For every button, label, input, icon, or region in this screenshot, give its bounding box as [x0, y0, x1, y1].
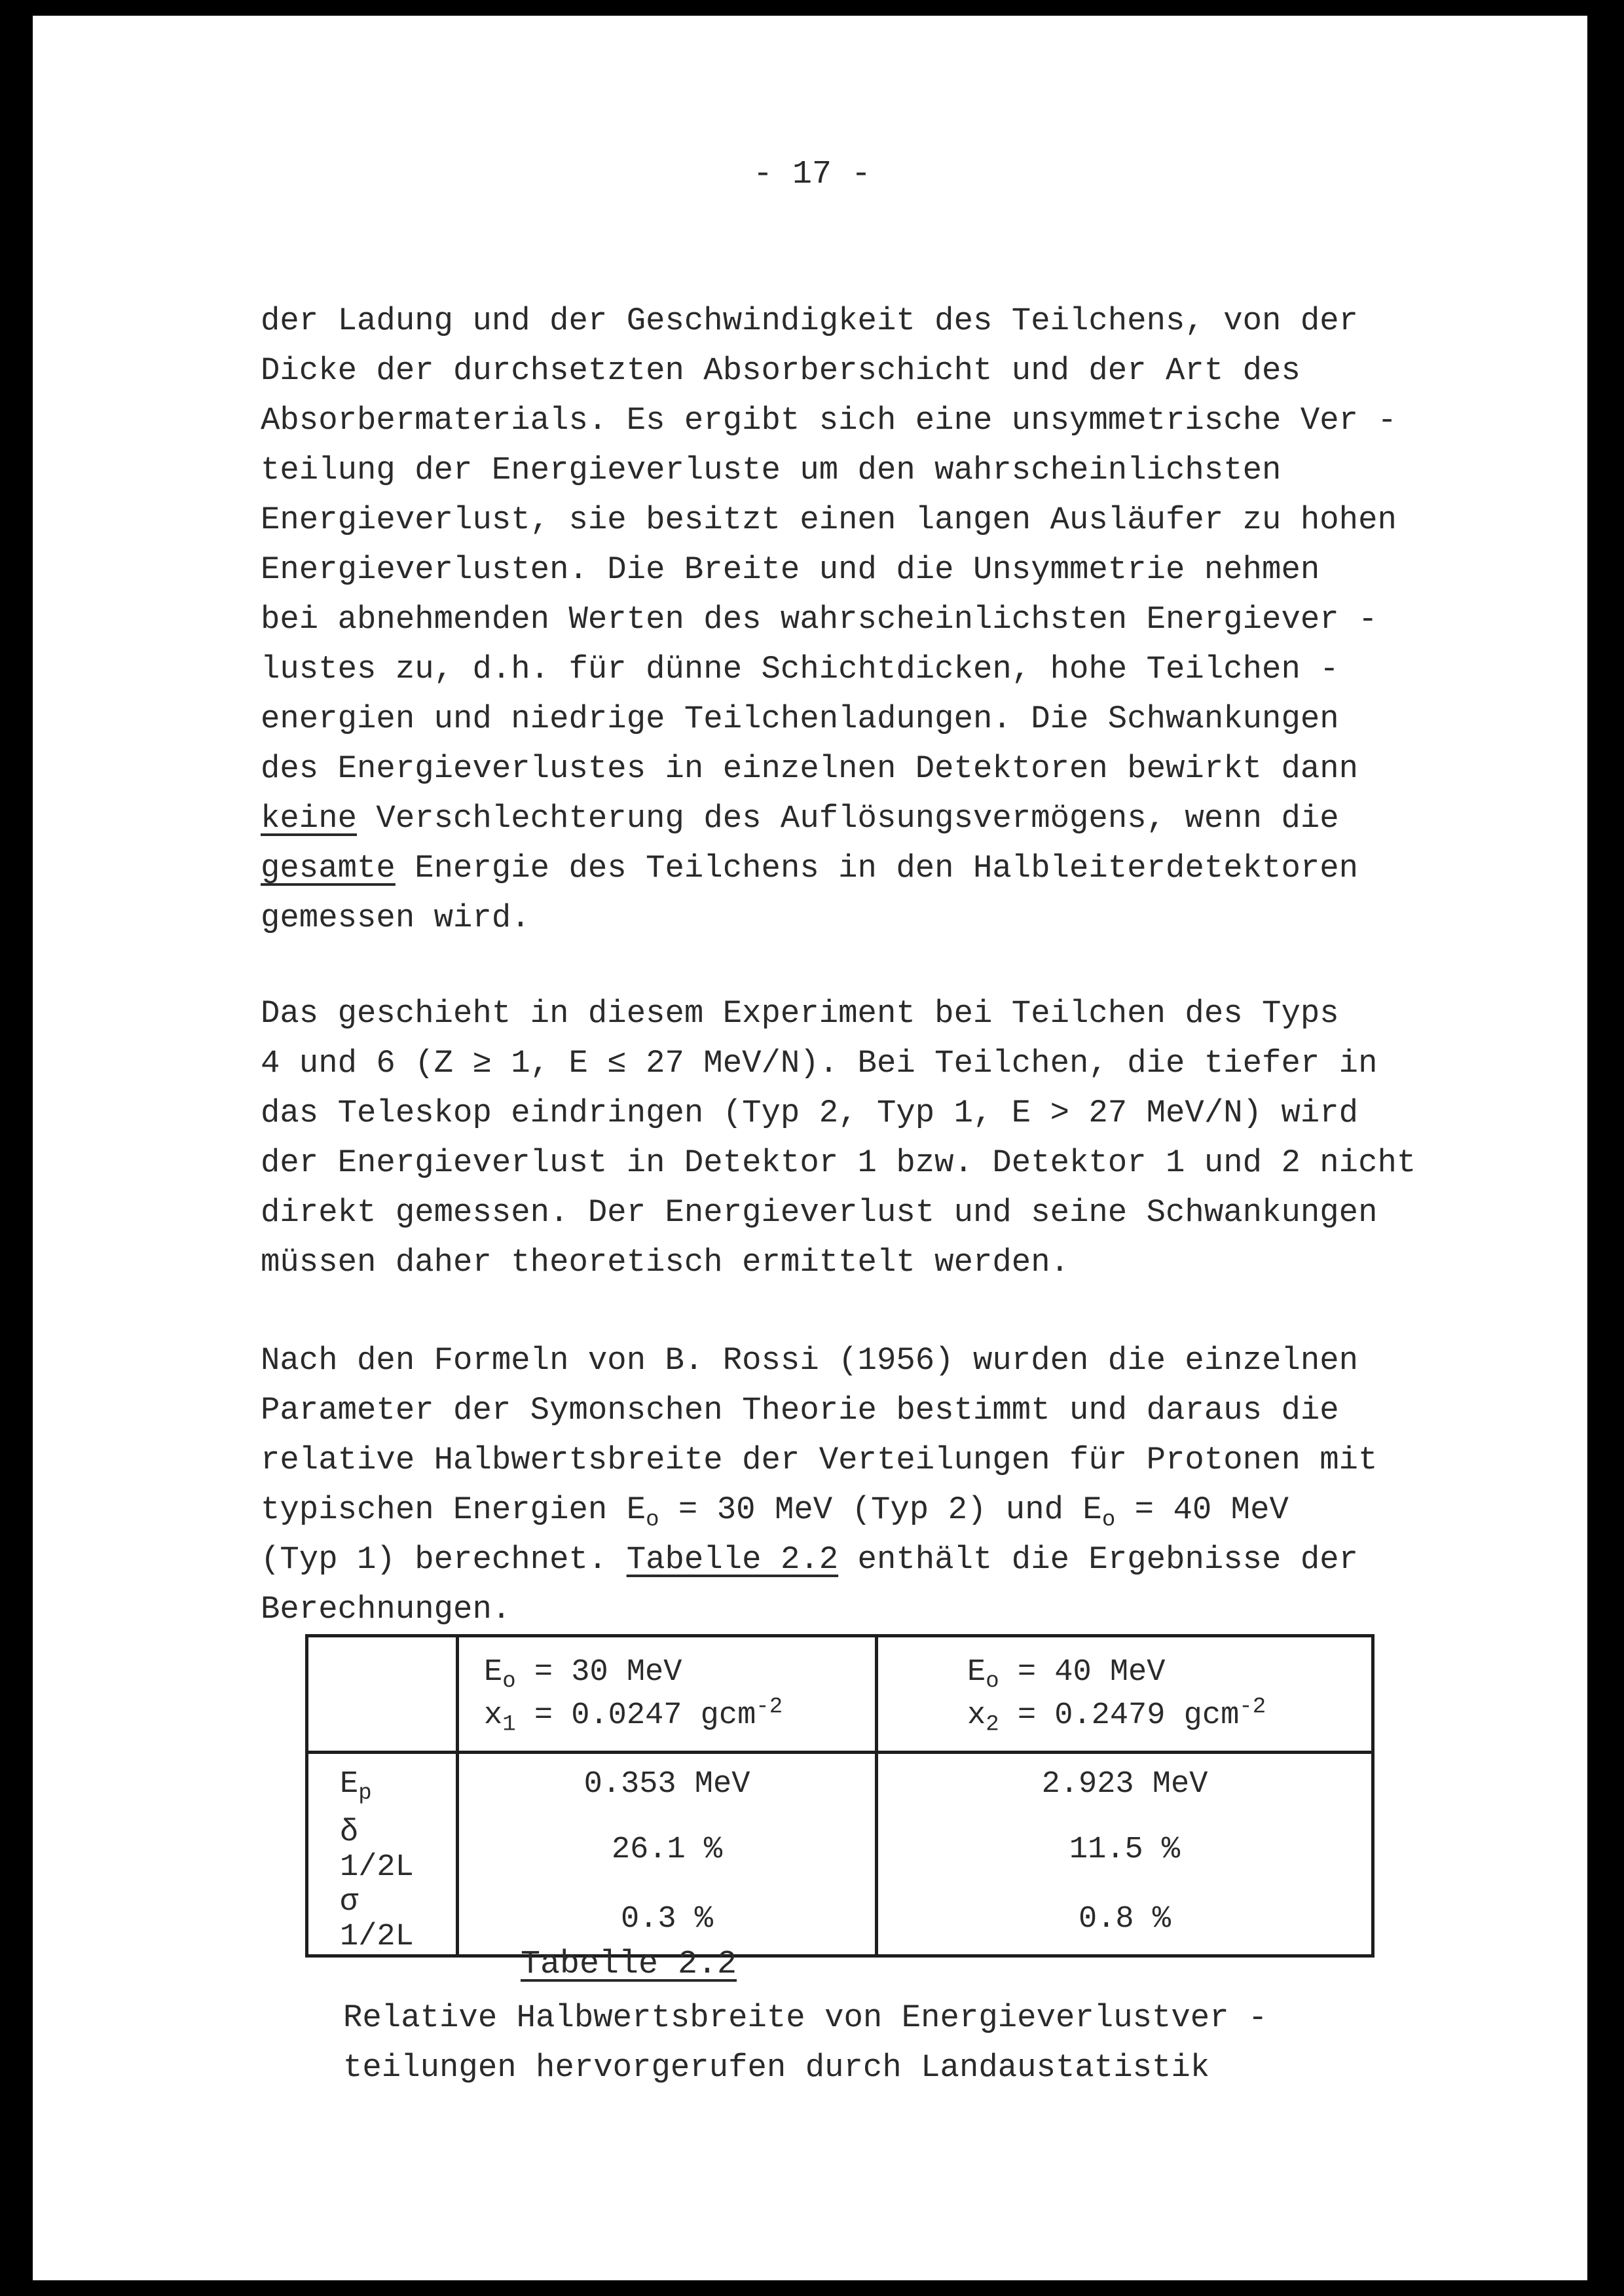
table-caption — [343, 1993, 1267, 2092]
text-line: Berechnungen. — [261, 1591, 511, 1628]
scan-border-bottom — [0, 2280, 1624, 2296]
text-line: 4 und 6 (Z ≥ 1, E ≤ 27 MeV/N). Bei Teilchen, die tiefer in — [261, 1045, 1378, 1082]
table-cell: 11.5 % — [877, 1815, 1373, 1885]
underlined-word: gesamte — [261, 850, 396, 886]
text-line: energien und niedrige Teilchenladungen. Die Schwankungen — [261, 701, 1339, 737]
text-line: Energieverlusten. Die Breite und die Unsymmetrie nehmen — [261, 551, 1320, 588]
row-label: σ 1/2L — [307, 1885, 458, 1956]
symbol: x — [967, 1698, 986, 1733]
value: = 0.0247 gcm — [515, 1698, 756, 1733]
subscript: o — [646, 1507, 659, 1533]
paragraph-3 — [261, 1336, 1544, 1634]
text-line: der Ladung und der Geschwindigkeit des Teilchens, von der — [261, 302, 1359, 339]
text-line: der Energieverlust in Detektor 1 bzw. Detektor 1 und 2 nicht — [261, 1144, 1416, 1181]
subscript: p — [358, 1781, 372, 1806]
subscript: o — [986, 1668, 999, 1694]
text-line: Absorbermaterials. Es ergibt sich eine unsymmetrische Ver - — [261, 402, 1397, 439]
symbol: x — [484, 1698, 503, 1733]
value: = 40 MeV — [999, 1654, 1166, 1690]
label-symbol: E — [340, 1767, 359, 1802]
caption-line: teilungen hervorgerufen durch Landaustatistik — [343, 2049, 1210, 2086]
table-row — [307, 1885, 1373, 1956]
symbol: E — [484, 1654, 503, 1690]
text-line — [261, 793, 1544, 843]
header-line — [967, 1694, 1266, 1737]
scan-border-top — [0, 0, 1624, 16]
underlined-word: keine — [261, 800, 358, 837]
text-fragment: Energie des Teilchens in den Halbleiterdetektoren — [395, 850, 1359, 886]
caption-line: Relative Halbwertsbreite von Energieverlustver - — [343, 1999, 1268, 2036]
text-line: Das geschieht in diesem Experiment bei Teilchen des Typs — [261, 995, 1339, 1032]
text-line: relative Halbwertsbreite der Verteilungen für Protonen mit — [261, 1442, 1378, 1478]
text-line: gemessen wird. — [261, 900, 530, 936]
table-header-cell — [458, 1636, 877, 1753]
text-line: lustes zu, d.h. für dünne Schichtdicken, hohe Teilchen - — [261, 651, 1339, 687]
table-cell: 0.8 % — [877, 1885, 1373, 1956]
subscript: o — [1101, 1507, 1116, 1533]
header-line — [484, 1654, 682, 1694]
text-fragment: = 40 MeV — [1115, 1491, 1289, 1528]
results-table — [305, 1634, 1375, 1958]
subscript: o — [502, 1668, 516, 1694]
text-line: bei abnehmenden Werten des wahrscheinlichsten Energiever - — [261, 601, 1378, 638]
caption-label-text: Tabelle 2.2 — [520, 1946, 737, 1983]
table-caption-label — [0, 1946, 1441, 1983]
header-line — [967, 1654, 1166, 1694]
text-line — [261, 1485, 1544, 1535]
text-line: Energieverlust, sie besitzt einen langen Ausläufer zu hohen — [261, 501, 1397, 538]
table-row — [307, 1815, 1373, 1885]
text-fragment: typischen Energien E — [261, 1491, 646, 1528]
text-line: teilung der Energieverluste um den wahrscheinlichsten — [261, 452, 1282, 488]
text-line: des Energieverlustes in einzelnen Detektoren bewirkt dann — [261, 750, 1359, 787]
table-cell: 26.1 % — [458, 1815, 877, 1885]
paragraph-2 — [261, 989, 1544, 1287]
row-label — [307, 1753, 458, 1815]
row-label: δ 1/2L — [307, 1815, 458, 1885]
table-corner-cell — [307, 1636, 458, 1753]
superscript: -2 — [1239, 1694, 1266, 1719]
text-fragment: = 30 MeV (Typ 2) und E — [659, 1491, 1102, 1528]
text-fragment: (Typ 1) berechnet. — [261, 1541, 627, 1578]
text-line: das Teleskop eindringen (Typ 2, Typ 1, E > 27 MeV/N) wird — [261, 1095, 1359, 1131]
text-fragment: enthält die Ergebnisse der — [838, 1541, 1359, 1578]
table-header-cell — [877, 1636, 1373, 1753]
text-line: Nach den Formeln von B. Rossi (1956) wurden die einzelnen — [261, 1342, 1359, 1379]
text-line — [261, 1535, 1544, 1584]
scan-border-right — [1587, 0, 1624, 2296]
table-cell: 2.923 MeV — [877, 1753, 1373, 1815]
table-header-row — [307, 1636, 1373, 1753]
text-line: Parameter der Symonschen Theorie bestimmt und daraus die — [261, 1392, 1339, 1429]
symbol: E — [967, 1654, 986, 1690]
table-reference: Tabelle 2.2 — [626, 1541, 839, 1578]
text-line: direkt gemessen. Der Energieverlust und seine Schwankungen — [261, 1194, 1378, 1231]
page-number: - 17 - — [752, 156, 872, 193]
text-line: müssen daher theoretisch ermittelt werden. — [261, 1244, 1070, 1281]
table-cell: 0.353 MeV — [458, 1753, 877, 1815]
subscript: 2 — [986, 1711, 999, 1737]
table-cell: 0.3 % — [458, 1885, 877, 1956]
table-row — [307, 1753, 1373, 1815]
text-line: Dicke der durchsetzten Absorberschicht und der Art des — [261, 352, 1301, 389]
value: = 0.2479 gcm — [999, 1698, 1240, 1733]
subscript: 1 — [502, 1711, 516, 1737]
header-line — [484, 1694, 783, 1737]
paragraph-1 — [261, 296, 1544, 943]
value: = 30 MeV — [515, 1654, 682, 1690]
superscript: -2 — [756, 1694, 783, 1719]
text-fragment: Verschlechterung des Auflösungsvermögens, wenn die — [357, 800, 1339, 837]
text-line — [261, 843, 1544, 893]
